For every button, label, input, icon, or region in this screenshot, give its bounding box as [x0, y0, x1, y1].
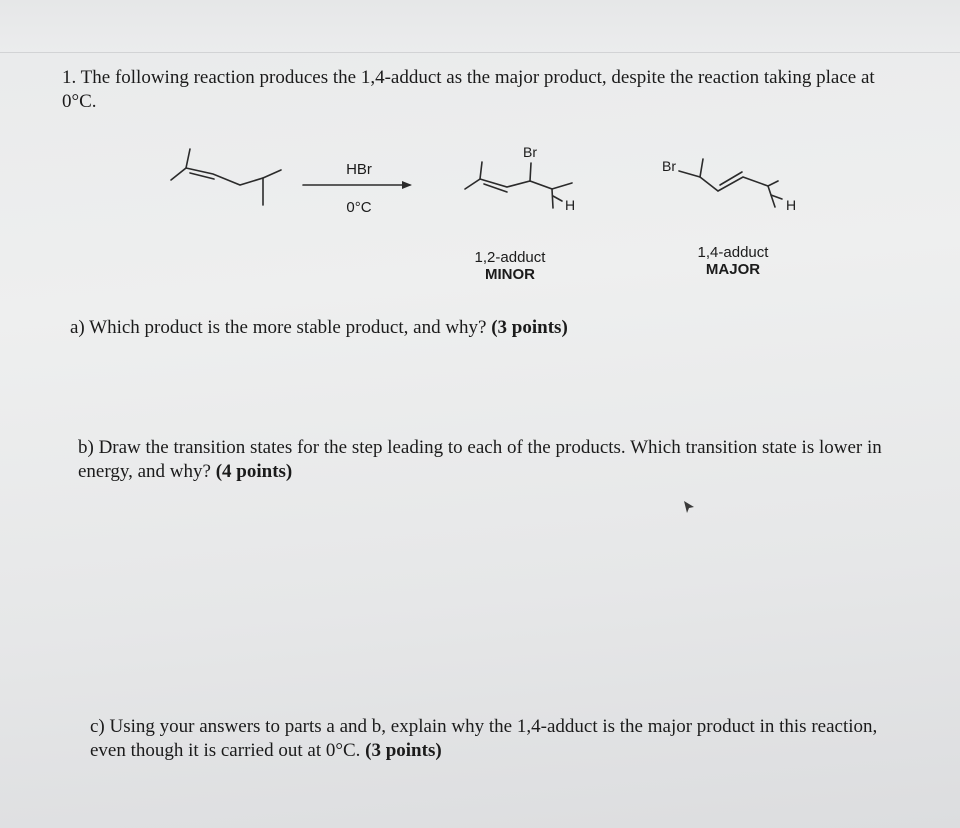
part-b-points: (4 points): [215, 461, 293, 482]
mouse-pointer-icon: [682, 499, 696, 515]
hydrogen-atom-label: H: [786, 197, 797, 213]
bromine-atom-label: Br: [523, 144, 537, 160]
part-b-question: [78, 436, 918, 484]
part-a-question: [70, 316, 870, 340]
minor-product-caption: [455, 249, 565, 283]
reaction-arrow: [303, 181, 412, 189]
minor-product-tag: MINOR: [485, 266, 535, 283]
minor-product-structure: [465, 144, 575, 213]
hydrogen-atom-label: H: [565, 197, 576, 213]
part-c-text: c) Using your answers to parts a and b, explain why the 1,4-adduct is the major product in this reaction, even though it is carried out at 0°C.: [90, 716, 878, 761]
major-product-name: 1,4-adduct: [697, 244, 769, 261]
minor-product-name: 1,2-adduct: [474, 249, 546, 266]
part-b-text: b) Draw the transition states for the step leading to each of the products. Which transition state is lower in energy, and why?: [78, 437, 882, 482]
bromine-atom-label: Br: [662, 158, 676, 174]
condition-label: 0°C: [346, 199, 372, 216]
starting-diene-structure: [171, 149, 281, 205]
major-product-tag: MAJOR: [705, 261, 761, 278]
part-a-text: a) Which product is the more stable product, and why?: [70, 317, 487, 338]
part-a-points: (3 points): [491, 317, 568, 338]
question-1-body: 1. The following reaction produces the 1,4-adduct as the major product, despite the reaction taking place at 0°C.: [62, 67, 875, 112]
part-c-points: (3 points): [365, 740, 442, 761]
reagent-label: HBr: [346, 161, 372, 178]
part-c-question: [90, 715, 890, 763]
major-product-structure: [662, 158, 796, 213]
top-margin-band: [0, 0, 960, 53]
major-product-caption: [678, 244, 788, 278]
worksheet-page: [0, 53, 960, 828]
